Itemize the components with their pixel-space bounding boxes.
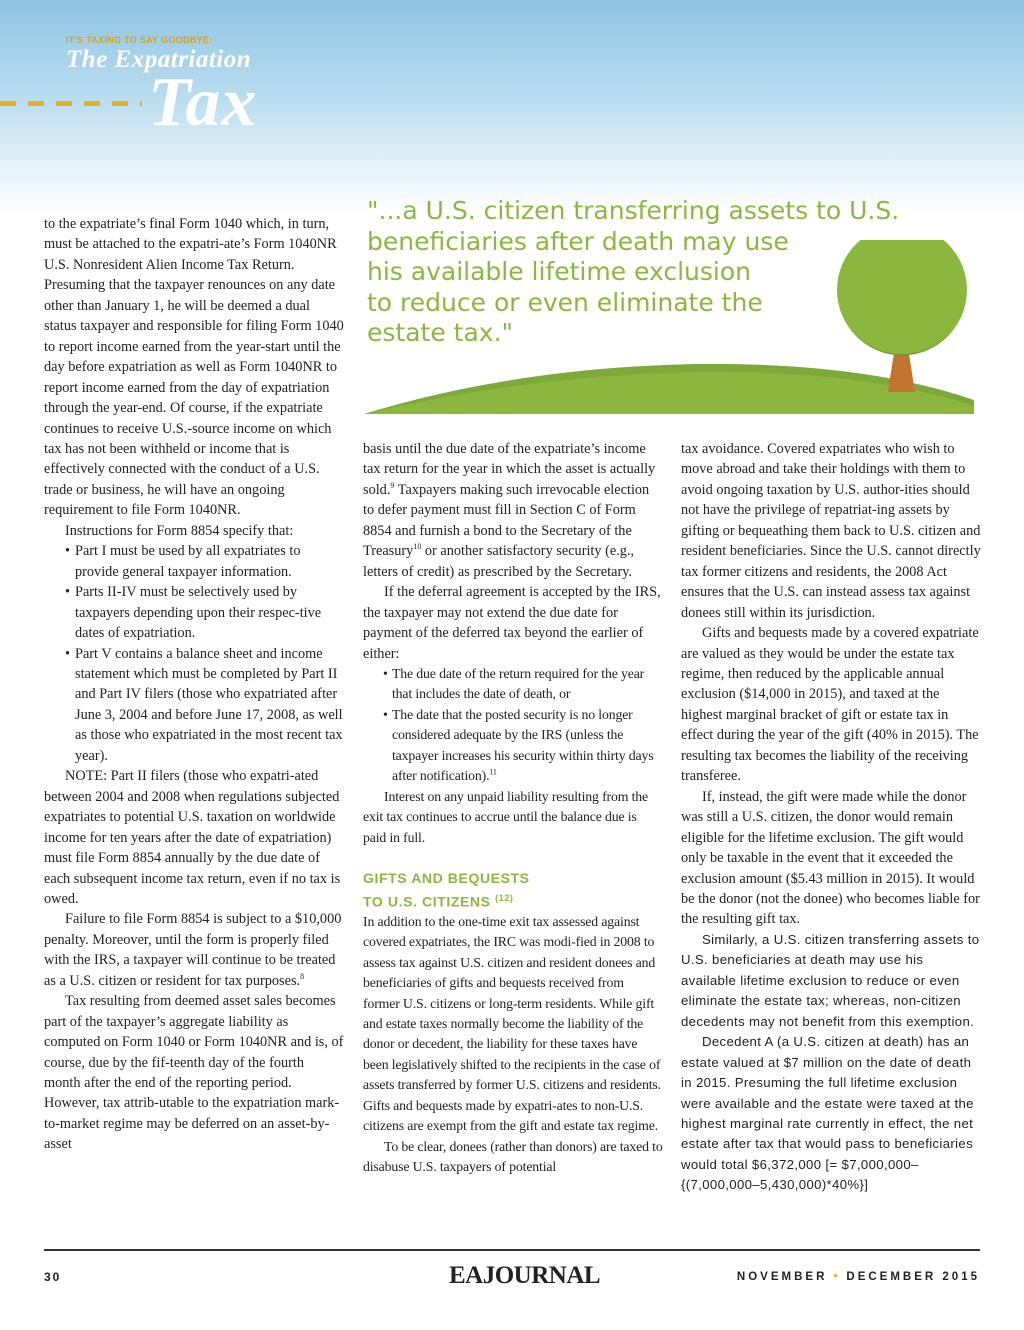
bullet-separator: • <box>833 1271 841 1283</box>
text-column-1 <box>44 214 344 1155</box>
section-heading-line: TO U.S. CITIZENS <box>363 893 491 910</box>
paragraph: Interest on any unpaid liability resulting from the exit tax continues to accrue until the balance due is paid in full. <box>363 788 649 845</box>
pull-quote <box>367 196 912 349</box>
header-banner <box>0 0 1024 215</box>
paragraph: Tax resulting from deemed asset sales becomes part of the taxpayer’s aggregate liability as computed on Form 1040 or Form 1040NR and is, of course, due by the fif-teenth day of the fourth month after the end of the reporting period. However, tax attrib-utable to the expatriation mark-to-market regime may be deferred on an asset-by-asset <box>44 993 344 1153</box>
issue-date <box>737 1271 980 1283</box>
paragraph-text: Failure to file Form 8854 is subject to a $10,000 penalty. Moreover, until the form is properly filed with the IRS, a taxpayer will continue to be treated as a U.S. citizen or resident for tax purposes. <box>44 911 342 989</box>
form-8854-instructions-list <box>44 541 344 766</box>
list-item <box>363 705 663 787</box>
issue-month: NOVEMBER <box>736 1271 828 1283</box>
page-number: 30 <box>44 1270 62 1284</box>
pull-quote-line: estate tax." <box>367 318 514 347</box>
issue-month-year: DECEMBER 2015 <box>846 1271 980 1283</box>
list-item-text: The date that the posted security is no longer considered adequate by the IRS (unless the taxpayer increases his security within thirty days after notification). <box>392 706 654 784</box>
paragraph: If, instead, the gift were made while the donor was still a U.S. citizen, the donor would remain eligible for the lifetime exclusion. The gift would only be taxable in the event that it exceeded the exclusion amount ($5.43 million in 2015). It would be the donor (not the donee) who becomes liable for the resulting gift tax. <box>681 788 980 928</box>
footnote-marker: 9 <box>390 481 395 491</box>
paragraph: tax avoidance. Covered expatriates who wish to move abroad and take their holdings with them to avoid ongoing taxation by U.S. author-ities should not have the privilege of repatriat-ing assets by gifting or bequeathing them back to U.S. citizen and resident beneficiaries. Since the U.S. cannot directly tax former citizens and residents, the 2008 Act ensures that the U.S. can instead assess tax against donees still within its jurisdiction. <box>681 441 981 621</box>
text-column-2 <box>363 439 663 1178</box>
deferral-conditions-list <box>363 664 663 787</box>
article-title-line2: Tax <box>148 64 258 141</box>
paragraph: Decedent A (a U.S. citizen at death) has an estate valued at $7 million on the date of death in 2015. Presuming the full lifetime exclusion were available and the estate were taxed at the highest marginal rate currently in effect, the net estate after tax that would pass to beneficiaries would total $6,372,000 [= $7,000,000–{(7,000,000–5,430,000)*40%}] <box>681 1034 974 1193</box>
ea-journal-logo: EAJOURNAL <box>449 1262 601 1289</box>
decorative-dashes <box>0 101 142 106</box>
paragraph: NOTE: Part II filers (those who expatri-ated between 2004 and 2008 when regulations subjected expatriates to potential U.S. taxation on worldwide income for ten years after the date of expatriation) must file Form 8854 annually by the due date of each subsequent income tax return, even if no tax is owed. <box>44 768 341 907</box>
footer-divider <box>44 1249 980 1251</box>
article-kicker: IT'S TAXING TO SAY GOODBYE: <box>66 35 213 45</box>
paragraph-text: Taxpayers making such irrevocable election to defer payment must fill in Section C of Form 8854 and furnish a bond to the Secretary of the Treasury <box>363 481 650 560</box>
paragraph: Gifts and bequests made by a covered expatriate are valued as they would be under the estate tax regime, then reduced by the applicable annual exclusion ($14,000 in 2015), and taxed at the highest marginal bracket of gift or estate tax in effect during the year of the gift (40% in 2015). The resulting tax becomes the liability of the receiving transferee. <box>681 625 979 785</box>
pull-quote-line: his available lifetime exclusion <box>367 257 751 286</box>
paragraph: Similarly, a U.S. citizen transferring assets to U.S. beneficiaries at death may use his available lifetime exclusion to reduce or even eliminate the estate tax; whereas, non-citizen decedents may not benefit from this exemption. <box>681 931 980 1029</box>
pull-quote-line: beneficiaries after death may use <box>367 226 789 256</box>
paragraph: Instructions for Form 8854 specify that: <box>65 522 294 539</box>
list-item: • Part I must be used by all expatriates to provide general taxpayer information. <box>44 541 344 582</box>
footnote-marker: 11 <box>489 767 497 777</box>
paragraph-text: basis until the due date of the expatriate’s income tax return for the year in which the asset is actually sold. <box>363 441 656 498</box>
pull-quote-line: "...a U.S. citizen transferring assets to U.S. <box>367 196 900 225</box>
section-heading <box>363 868 663 912</box>
text-column-3 <box>681 439 981 1196</box>
footnote-marker: (12) <box>495 893 514 904</box>
paragraph: To be clear, donees (rather than donors) are taxed to disabuse U.S. taxpayers of potential <box>363 1138 663 1175</box>
paragraph <box>363 439 663 582</box>
section-heading-line: GIFTS AND BEQUESTS <box>363 870 530 887</box>
list-item: • The due date of the return required for the year that includes the date of death, or <box>363 664 663 705</box>
article-title-line1: The Expatriation <box>66 46 252 73</box>
list-item: • Part V contains a balance sheet and income statement which must be completed by Part II and Part IV filers (those who expatriated after June 3, 2004 and before June 17, 2008, as well as those who expatriated in the most recent tax year). <box>44 644 344 767</box>
list-item: • Parts II-IV must be selectively used by taxpayers depending upon their respec-tive dates of expatriation. <box>44 582 344 643</box>
paragraph: If the deferral agreement is accepted by the IRS, the taxpayer may not extend the due date for payment of the deferred tax beyond the earlier of either: <box>363 584 661 662</box>
paragraph-text: or another satisfactory security (e.g., letters of credit) as prescribed by the Secretary. <box>363 543 635 580</box>
paragraph: In addition to the one-time exit tax assessed against covered expatriates, the IRC was modi-fied in 2008 to assess tax against U.S. citizen and resident donees and beneficiaries of gifts and bequests received from former U.S. citizens or long-term residents. While gift and estate taxes normally become the liability of the donor or decedent, the liability for these taxes have been legislatively shifted to the recipients in the case of assets transferred by former U.S. citizens and residents. Gifts and bequests made by expatri-ates to non-U.S. citizens are exempt from the gift and estate tax regime. <box>363 913 661 1134</box>
paragraph: to the expatriate’s final Form 1040 which, in turn, must be attached to the expatri-ate’s Form 1040NR U.S. Nonresident Alien Income Tax Return. Presuming that the taxpayer renounces on any date other than January 1, he will be deemed a dual status taxpayer and responsible for filing Form 1040 to report income earned from the year-start until the day before expatriation as well as Form 1040NR to report income earned from the day of expatriation through the year-end. Of course, if the expatriate continues to receive U.S.-source income on which tax has not been withheld or income that is effectively connected with the conduct of a U.S. trade or business, he will have an ongoing requirement to file Form 1040NR. <box>44 216 344 519</box>
footnote-marker: 10 <box>413 542 422 552</box>
pull-quote-line: to reduce or even eliminate the <box>367 287 763 317</box>
footnote-marker: 8 <box>300 972 305 981</box>
paragraph <box>44 909 344 991</box>
